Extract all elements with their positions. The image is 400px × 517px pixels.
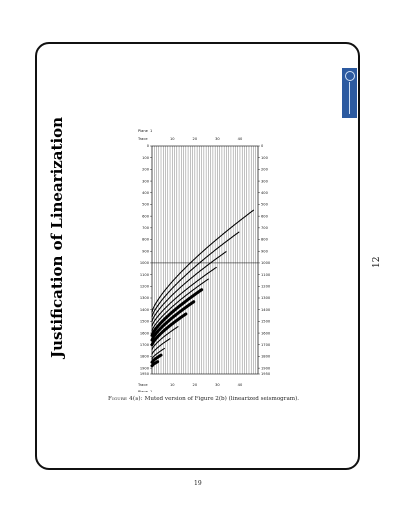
- y-tick-label-right: 900: [261, 249, 268, 254]
- x-tick-label-top: 40: [237, 137, 243, 141]
- y-tick-label-left: 100: [142, 155, 149, 160]
- y-tick-label-left: 600: [142, 214, 149, 219]
- y-tick-label-left: 1700: [139, 342, 149, 347]
- y-tick-label-right: 800: [261, 237, 268, 242]
- y-tick-label-left: 900: [142, 249, 149, 254]
- side-page-number: 12: [372, 256, 382, 268]
- y-tick-label-right: 1400: [261, 307, 271, 312]
- y-tick-label-right: 1600: [261, 331, 271, 336]
- y-tick-label-right: 700: [261, 226, 268, 231]
- seismogram-figure: [138, 124, 278, 392]
- y-tick-label-left: 500: [142, 202, 149, 207]
- y-tick-label-left: 1500: [139, 319, 149, 324]
- y-tick-label-right: 1500: [261, 319, 271, 324]
- y-tick-label-right: 1100: [261, 272, 271, 277]
- slide-title: Justification of Linearization: [48, 116, 66, 358]
- y-tick-label-right: 0: [261, 144, 264, 149]
- y-tick-label-right: 1700: [261, 342, 271, 347]
- figure-caption-text: Muted version of Figure 2(b) (linearized seismogram).: [142, 396, 300, 402]
- x-tick-label-top: 30: [215, 137, 220, 141]
- y-tick-label-left: 700: [142, 226, 149, 231]
- y-tick-label-right: 1300: [261, 296, 271, 301]
- y-tick-label-right: 1950: [261, 372, 271, 377]
- header-plane-value: 1: [150, 129, 153, 133]
- y-tick-label-left: 400: [142, 190, 149, 195]
- y-tick-label-left: 0: [146, 144, 149, 149]
- footer-plane-label: Plane: [138, 390, 148, 392]
- y-tick-label-right: 200: [261, 167, 268, 172]
- header-plane-label: Plane: [138, 129, 148, 133]
- y-tick-label-left: 1950: [139, 372, 149, 377]
- figure-caption-label: Figure 4(b):: [108, 396, 143, 402]
- y-tick-label-right: 1000: [261, 261, 271, 266]
- y-tick-label-right: 100: [261, 155, 268, 160]
- y-tick-label-right: 1900: [261, 366, 271, 371]
- y-tick-label-left: 300: [142, 179, 149, 184]
- y-tick-label-left: 1600: [139, 331, 149, 336]
- y-tick-label-left: 1200: [139, 284, 149, 289]
- x-tick-label-bottom: 20: [192, 383, 198, 387]
- header-trace-label: Trace: [138, 137, 148, 141]
- y-tick-label-left: 1400: [139, 307, 149, 312]
- seismic-event: [152, 210, 253, 312]
- y-tick-label-left: 1000: [139, 261, 149, 266]
- footer-page-number: 19: [194, 480, 202, 487]
- y-tick-label-right: 400: [261, 190, 268, 195]
- footer-trace-label: Trace: [138, 383, 148, 387]
- x-tick-label-bottom: 30: [215, 383, 220, 387]
- x-tick-label-top: 10: [170, 137, 175, 141]
- y-tick-label-left: 1900: [139, 366, 149, 371]
- y-tick-label-left: 200: [142, 167, 149, 172]
- x-tick-label-bottom: 40: [237, 383, 243, 387]
- x-tick-label-top: 20: [192, 137, 198, 141]
- y-tick-label-left: 800: [142, 237, 149, 242]
- y-tick-label-left: 1800: [139, 354, 149, 359]
- y-tick-label-right: 1800: [261, 354, 271, 359]
- y-tick-label-right: 500: [261, 202, 268, 207]
- university-crest-icon: [342, 68, 357, 118]
- y-tick-label-left: 1100: [139, 272, 149, 277]
- y-tick-label-right: 600: [261, 214, 268, 219]
- x-tick-label-bottom: 10: [170, 383, 175, 387]
- footer-plane-value: 1: [150, 390, 153, 392]
- y-tick-label-right: 300: [261, 179, 268, 184]
- y-tick-label-right: 1200: [261, 284, 271, 289]
- y-tick-label-left: 1300: [139, 296, 149, 301]
- figure-caption: [108, 396, 299, 402]
